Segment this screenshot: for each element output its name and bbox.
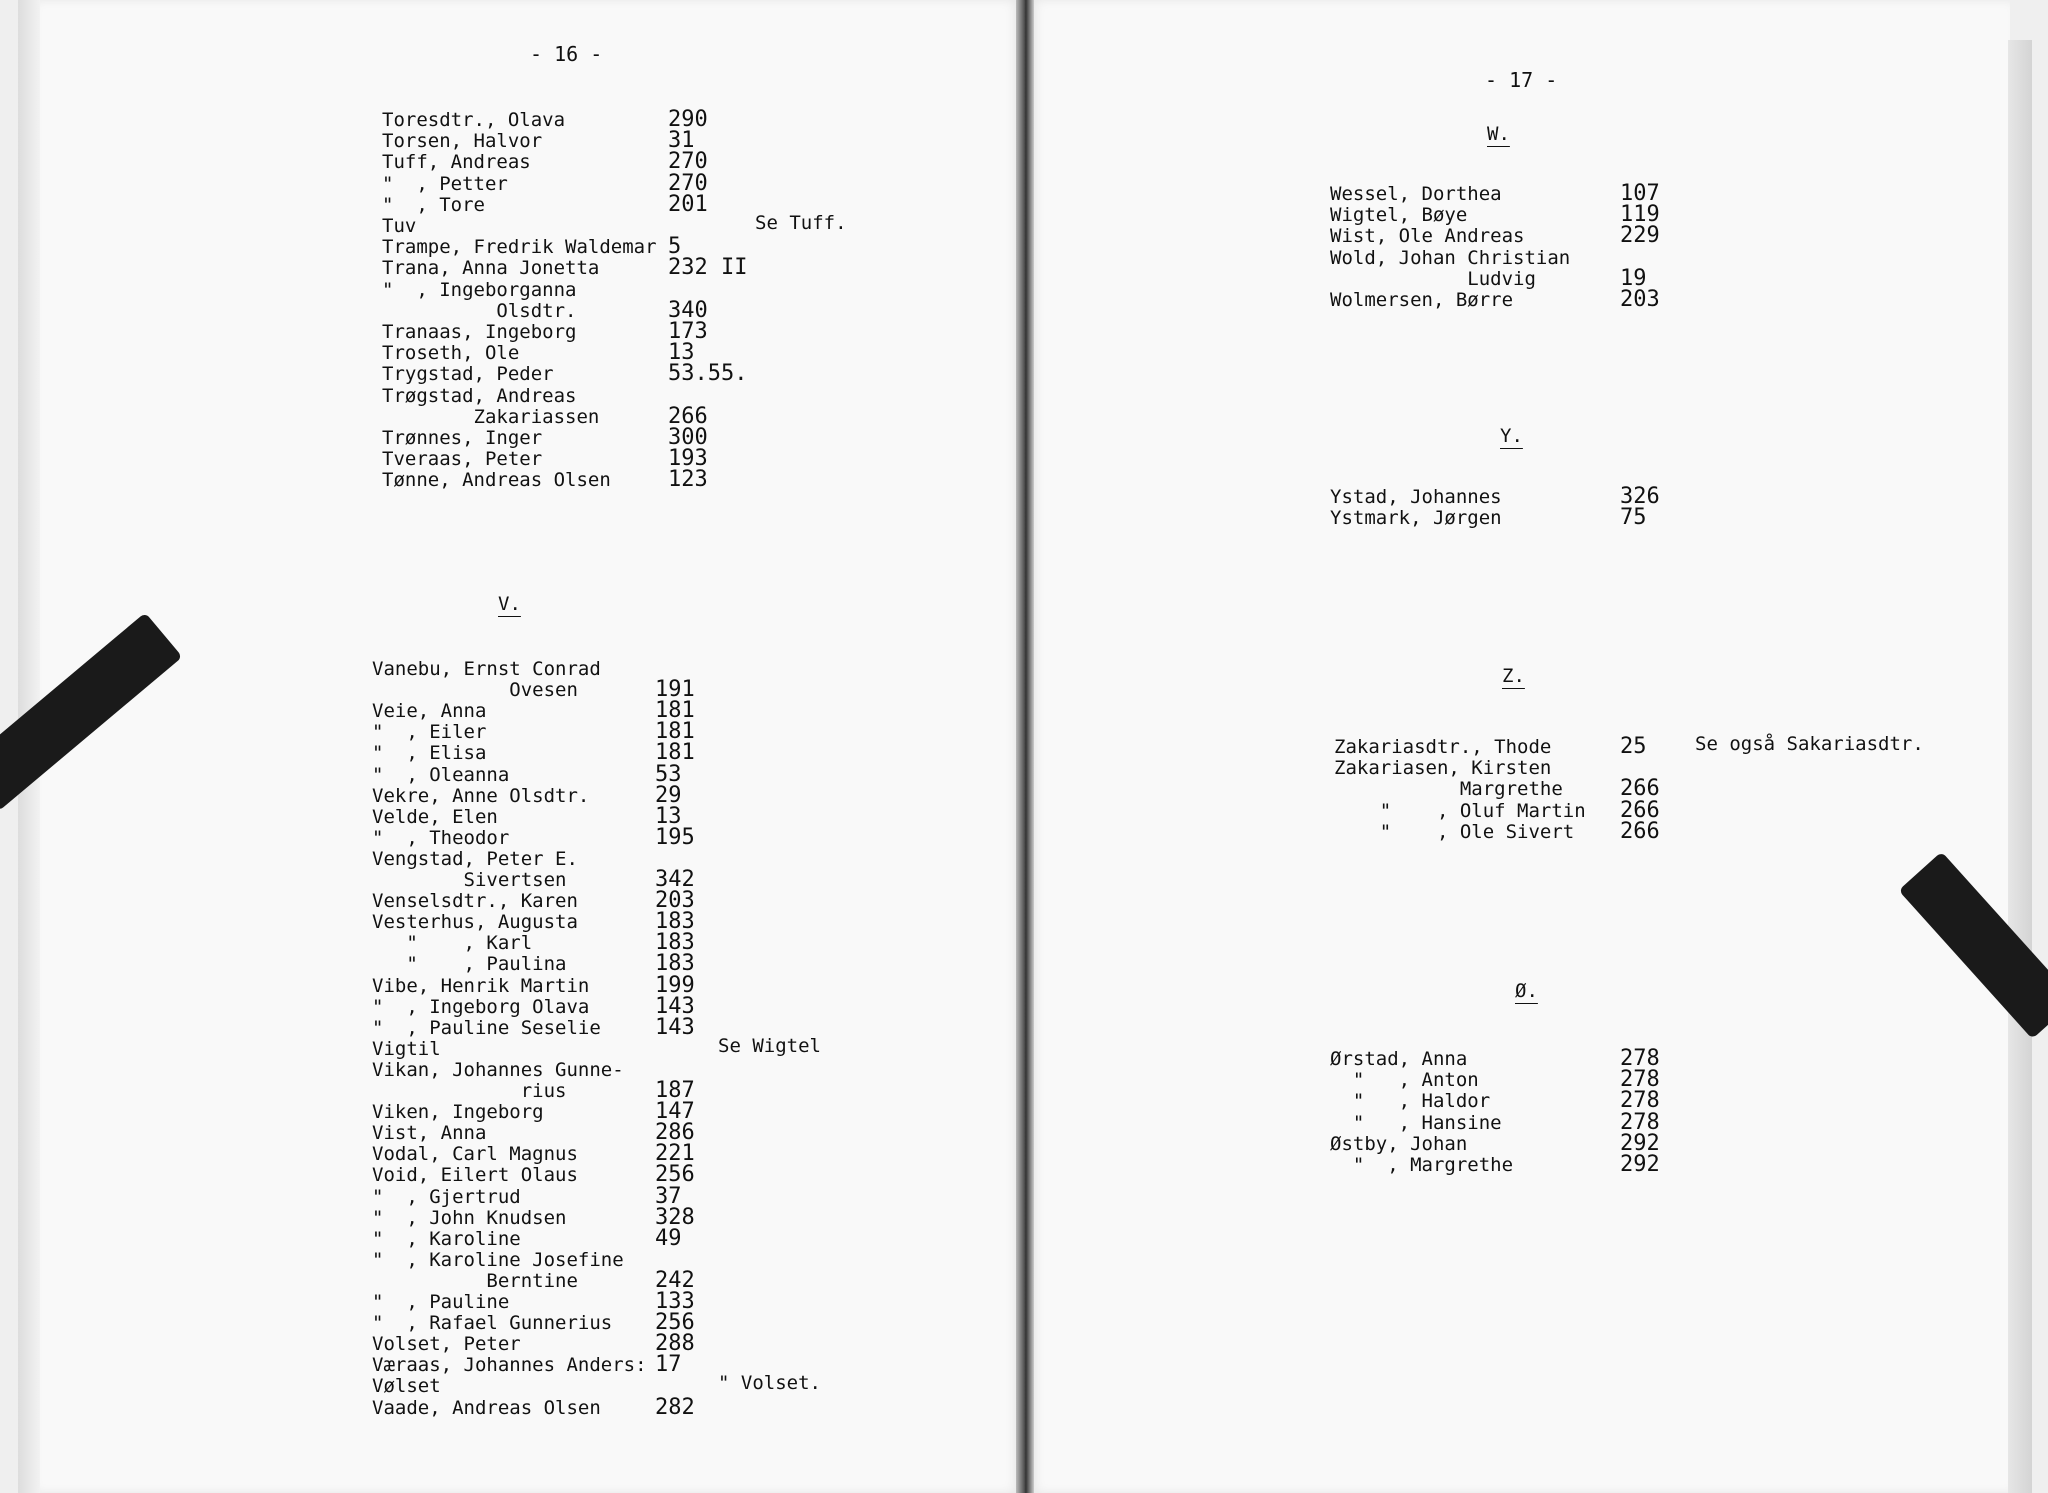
entry-reference-number: 183 xyxy=(655,909,695,934)
entry-name: " , Margrethe xyxy=(1330,1154,1514,1176)
entry-reference-number: 278 xyxy=(1620,1088,1660,1113)
entry-reference-number: 266 xyxy=(668,404,708,429)
entry-reference-number: 143 xyxy=(655,1015,695,1040)
entry-reference-number: 256 xyxy=(655,1310,695,1335)
entry-name: Vølset xyxy=(372,1375,441,1397)
entry-name: " , Pauline Seselie xyxy=(372,1017,601,1039)
entry-name: " , Petter xyxy=(382,173,508,195)
entry-name: Vibe, Henrik Martin xyxy=(372,975,590,997)
entry-cross-reference: Se Tuff. xyxy=(755,212,847,234)
entry-name: Vaade, Andreas Olsen xyxy=(372,1397,601,1419)
entry-reference-number: 29 xyxy=(655,783,682,808)
entry-name: Zakariassen xyxy=(382,406,600,428)
entry-name: " , John Knudsen xyxy=(372,1207,567,1229)
book-gutter xyxy=(1016,0,1034,1493)
entry-name: Zakariasen, Kirsten xyxy=(1334,757,1552,779)
entry-name: Vist, Anna xyxy=(372,1122,487,1144)
entry-reference-number: 326 xyxy=(1620,484,1660,509)
entry-reference-number: 53.55. xyxy=(668,361,748,386)
entry-name: Væraas, Johannes Anders: xyxy=(372,1354,647,1376)
entry-name: " , Ingeborg Olava xyxy=(372,996,590,1018)
entry-name: " , Eiler xyxy=(372,721,487,743)
entry-reference-number: 13 xyxy=(655,804,682,829)
entry-reference-number: 342 xyxy=(655,867,695,892)
entry-reference-number: 13 xyxy=(668,340,695,365)
page-number-right: - 17 - xyxy=(1485,68,1558,92)
entry-name: " , Oluf Martin xyxy=(1334,800,1586,822)
entry-name: Trønnes, Inger xyxy=(382,427,543,449)
entry-reference-number: 266 xyxy=(1620,798,1660,823)
entry-name: Zakariasdtr., Thode xyxy=(1334,736,1552,758)
entry-reference-number: 37 xyxy=(655,1184,682,1209)
entry-name: Venselsdtr., Karen xyxy=(372,890,578,912)
entry-name: Vesterhus, Augusta xyxy=(372,911,578,933)
entry-reference-number: 49 xyxy=(655,1226,682,1251)
entry-reference-number: 183 xyxy=(655,951,695,976)
entry-name: Vigtil xyxy=(372,1038,441,1060)
entry-name: " , Ole Sivert xyxy=(1334,821,1575,843)
entry-name: Vikan, Johannes Gunne- xyxy=(372,1059,624,1081)
entry-name: Torsen, Halvor xyxy=(382,130,543,152)
entry-name: Wolmersen, Børre xyxy=(1330,289,1514,311)
section-heading-y: Y. xyxy=(1500,425,1523,447)
section-heading-z: Z. xyxy=(1502,665,1525,687)
entry-name: Troseth, Ole xyxy=(382,342,520,364)
entry-name: " , Oleanna xyxy=(372,764,510,786)
entry-name: Tveraas, Peter xyxy=(382,448,543,470)
entry-name: Trøgstad, Andreas xyxy=(382,385,577,407)
entry-name: Vekre, Anne Olsdtr. xyxy=(372,785,590,807)
entry-name: " , Karoline Josefine xyxy=(372,1249,624,1271)
entry-reference-number: 288 xyxy=(655,1331,695,1356)
entry-reference-number: 143 xyxy=(655,994,695,1019)
entry-name: Wigtel, Bøye xyxy=(1330,204,1468,226)
entry-name: " , Pauline xyxy=(372,1291,510,1313)
entry-name: " , Anton xyxy=(1330,1069,1479,1091)
entry-reference-number: 278 xyxy=(1620,1110,1660,1135)
entry-name: Tuv xyxy=(382,215,417,237)
entry-name: Wist, Ole Andreas xyxy=(1330,225,1525,247)
entry-reference-number: 133 xyxy=(655,1289,695,1314)
entry-reference-number: 173 xyxy=(668,319,708,344)
entry-reference-number: 187 xyxy=(655,1078,695,1103)
entry-name: " , Rafael Gunnerius xyxy=(372,1312,613,1334)
entry-name: Viken, Ingeborg xyxy=(372,1101,544,1123)
entry-reference-number: 270 xyxy=(668,171,708,196)
entry-name: Ørstad, Anna xyxy=(1330,1048,1468,1070)
entry-reference-number: 292 xyxy=(1620,1131,1660,1156)
entry-reference-number: 203 xyxy=(655,888,695,913)
entry-name: Sivertsen xyxy=(372,869,567,891)
entry-name: rius xyxy=(372,1080,567,1102)
entry-reference-number: 25 xyxy=(1620,734,1647,759)
entry-name: Ludvig xyxy=(1330,268,1536,290)
section-heading-v: V. xyxy=(498,593,521,615)
entry-name: Ystad, Johannes xyxy=(1330,486,1502,508)
entry-reference-number: 266 xyxy=(1620,776,1660,801)
entry-reference-number: 123 xyxy=(668,467,708,492)
entry-name: Tuff, Andreas xyxy=(382,151,531,173)
entry-reference-number: 256 xyxy=(655,1162,695,1187)
entry-name: Margrethe xyxy=(1334,778,1563,800)
entry-name: Vengstad, Peter E. xyxy=(372,848,578,870)
entry-name: " , Karoline xyxy=(372,1228,521,1250)
entry-reference-number: 181 xyxy=(655,719,695,744)
entry-reference-number: 191 xyxy=(655,677,695,702)
entry-name: Volset, Peter xyxy=(372,1333,521,1355)
entry-reference-number: 300 xyxy=(668,425,708,450)
entry-reference-number: 19 xyxy=(1620,266,1647,291)
entry-reference-number: 183 xyxy=(655,930,695,955)
entry-name: " , Gjertrud xyxy=(372,1186,521,1208)
entry-name: " , Elisa xyxy=(372,742,487,764)
entry-reference-number: 107 xyxy=(1620,181,1660,206)
section-heading-w: W. xyxy=(1487,123,1510,145)
entry-reference-number: 290 xyxy=(668,107,708,132)
entry-name: " , Hansine xyxy=(1330,1112,1502,1134)
entry-reference-number: 193 xyxy=(668,446,708,471)
entry-reference-number: 75 xyxy=(1620,505,1647,530)
entry-reference-number: 31 xyxy=(668,128,695,153)
entry-name: Vodal, Carl Magnus xyxy=(372,1143,578,1165)
entry-reference-number: 286 xyxy=(655,1120,695,1145)
page-edge-right xyxy=(2008,40,2032,1493)
entry-reference-number: 242 xyxy=(655,1268,695,1293)
entry-reference-number: 229 xyxy=(1620,223,1660,248)
entry-name: Tranaas, Ingeborg xyxy=(382,321,577,343)
entry-name: " , Paulina xyxy=(372,953,567,975)
entry-reference-number: 201 xyxy=(668,192,708,217)
entry-name: Tønne, Andreas Olsen xyxy=(382,469,611,491)
entry-name: " , Karl xyxy=(372,932,533,954)
entry-name: Toresdtr., Olava xyxy=(382,109,566,131)
section-heading-oe: Ø. xyxy=(1515,980,1538,1002)
entry-cross-reference: Se Wigtel xyxy=(718,1035,821,1057)
entry-reference-number: 147 xyxy=(655,1099,695,1124)
entry-reference-number: 203 xyxy=(1620,287,1660,312)
entry-name: Wold, Johan Christian xyxy=(1330,247,1571,269)
entry-reference-number: 278 xyxy=(1620,1067,1660,1092)
entry-name: Trampe, Fredrik Waldemar xyxy=(382,236,657,258)
entry-reference-number: 328 xyxy=(655,1205,695,1230)
entry-name: Vanebu, Ernst Conrad xyxy=(372,658,601,680)
entry-name: Ystmark, Jørgen xyxy=(1330,507,1502,529)
entry-reference-number: 232 II xyxy=(668,255,748,280)
entry-reference-number: 270 xyxy=(668,149,708,174)
entry-reference-number: 195 xyxy=(655,825,695,850)
entry-name: " , Theodor xyxy=(372,827,510,849)
entry-reference-number: 119 xyxy=(1620,202,1660,227)
entry-name: Wessel, Dorthea xyxy=(1330,183,1502,205)
entry-name: Olsdtr. xyxy=(382,300,577,322)
page-number-left: - 16 - xyxy=(530,42,603,66)
entry-reference-number: 282 xyxy=(655,1395,695,1420)
entry-reference-number: 292 xyxy=(1620,1152,1660,1177)
entry-cross-reference: Se også Sakariasdtr. xyxy=(1695,733,1924,755)
entry-name: " , Ingeborganna xyxy=(382,279,577,301)
entry-reference-number: 181 xyxy=(655,698,695,723)
entry-name: Trana, Anna Jonetta xyxy=(382,257,600,279)
entry-name: Berntine xyxy=(372,1270,578,1292)
entry-reference-number: 5 xyxy=(668,234,682,259)
entry-name: Void, Eilert Olaus xyxy=(372,1164,578,1186)
entry-reference-number: 181 xyxy=(655,740,695,765)
entry-reference-number: 266 xyxy=(1620,819,1660,844)
entry-reference-number: 340 xyxy=(668,298,708,323)
entry-reference-number: 17 xyxy=(655,1352,682,1377)
entry-name: Velde, Elen xyxy=(372,806,498,828)
entry-reference-number: 53 xyxy=(655,762,682,787)
entry-name: " , Haldor xyxy=(1330,1090,1491,1112)
entry-reference-number: 199 xyxy=(655,973,695,998)
entry-name: Trygstad, Peder xyxy=(382,363,554,385)
entry-name: Østby, Johan xyxy=(1330,1133,1468,1155)
entry-name: Veie, Anna xyxy=(372,700,487,722)
entry-name: Ovesen xyxy=(372,679,578,701)
entry-cross-reference: " Volset. xyxy=(718,1372,821,1394)
entry-reference-number: 221 xyxy=(655,1141,695,1166)
entry-reference-number: 278 xyxy=(1620,1046,1660,1071)
entry-name: " , Tore xyxy=(382,194,485,216)
